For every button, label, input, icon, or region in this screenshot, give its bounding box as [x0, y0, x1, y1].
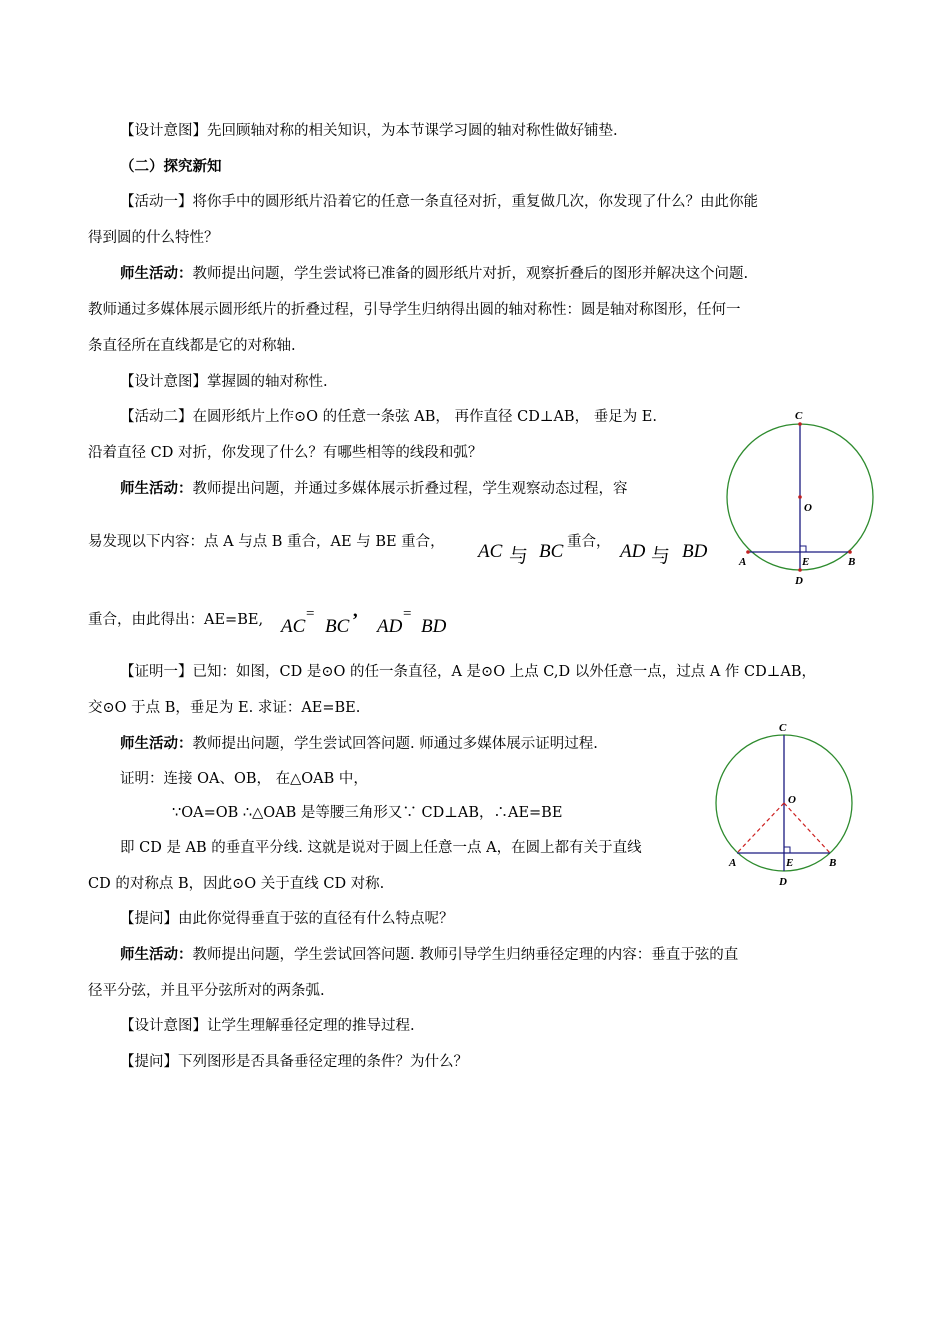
teacher-student-2-line-1 [120, 477, 628, 498]
proof-step-4: CD 的对称点 B，因此⊙O 关于直线 CD 对称. [88, 876, 385, 892]
eq-ad: AD [377, 616, 403, 637]
teacher-student-label: 师生活动： [120, 947, 193, 963]
teacher-student-1-text: 教师提出问题，学生尝试将已准备的圆形纸片对折，观察折叠后的图形并解决这个问题. [192, 266, 749, 282]
teacher-student-4-text: 教师提出问题，学生尝试回答问题. 教师引导学生归纳垂径定理的内容：垂直于弦的直 [192, 947, 739, 963]
proof-step-3: 即 CD 是 AB 的垂直平分线. 这就是说对于圆上任意一点 A，在圆上都有关于直线 [120, 840, 642, 856]
figure-1-label-b: B [848, 556, 856, 568]
comma-mark: ’ [352, 610, 359, 631]
figure-1-point-o [798, 495, 802, 499]
figure-2-label-b: B [829, 857, 837, 869]
figure-1-point-a [746, 550, 750, 554]
teacher-student-4-line-1 [120, 943, 738, 964]
teacher-student-label: 师生活动： [120, 481, 193, 497]
proof-step-1: 证明：连接 OA、OB， 在△OAB 中， [120, 771, 368, 787]
equal-sign-1: = [306, 606, 315, 622]
teacher-student-1-line-2: 教师通过多媒体展示圆形纸片的折叠过程，引导学生归纳得出圆的轴对称性：圆是轴对称图形，任何一 [88, 302, 741, 318]
figure-2-label-e: E [786, 857, 794, 869]
activity-1-line-1: 【活动一】将你手中的圆形纸片沿着它的任意一条直径对折，重复做几次，你发现了什么？由此你能 [120, 194, 758, 210]
figure-1-point-b [848, 550, 852, 554]
proof-1-line-1: 【证明一】已知：如图，CD 是⊙O 的任一条直径，A 是⊙O 上点 C,D 以外任意一点，过点 A 作 CD⊥AB， [120, 664, 817, 680]
question-1: 【提问】由此你觉得垂直于弦的直径有什么特点呢？ [120, 911, 454, 927]
teacher-student-1-line-3: 条直径所在直线都是它的对称轴. [88, 338, 296, 354]
design-intent-3: 【设计意图】让学生理解垂径定理的推导过程. [120, 1018, 415, 1034]
figure-2-right-angle [784, 847, 790, 853]
figure-2-label-c: C [779, 722, 787, 734]
teacher-student-2-text: 教师提出问题，并通过多媒体展示折叠过程，学生观察动态过程，容 [192, 481, 628, 497]
arc-ad: AD [620, 541, 646, 562]
conclusion-line: 重合，由此得出：AE=BE, [88, 612, 264, 628]
arc-bd: BD [682, 541, 708, 562]
design-intent-2: 【设计意图】掌握圆的轴对称性. [120, 374, 328, 390]
eq-bc: BC [325, 616, 350, 637]
arc-ac: AC [478, 541, 503, 562]
teacher-student-4-line-2: 径平分弦，并且平分弦所对的两条弧. [88, 983, 325, 999]
figure-1-point-c [798, 422, 802, 426]
arc-bc: BC [539, 541, 564, 562]
figure-2-label-d: D [779, 876, 787, 888]
teacher-student-label: 师生活动： [120, 736, 193, 752]
figure-2-label-o: O [788, 794, 796, 806]
figure-1-label-o: O [804, 502, 812, 514]
equal-sign-2: = [403, 606, 412, 622]
teacher-student-3 [120, 732, 598, 753]
yu-text: 与 [509, 546, 529, 567]
eq-ac: AC [281, 616, 306, 637]
figure-2-radius-oa [737, 803, 784, 853]
teacher-student-2-line-2: 易发现以下内容：点 A 与点 B 重合，AE 与 BE 重合， [88, 534, 445, 550]
coincide-text: 重合， [567, 534, 611, 550]
design-intent-1: 【设计意图】先回顾轴对称的相关知识，为本节课学习圆的轴对称性做好铺垫. [120, 123, 618, 139]
figure-circle-2 [712, 718, 862, 893]
figure-2-radius-ob [784, 803, 830, 853]
eq-bd: BD [421, 616, 447, 637]
activity-2-line-1: 【活动二】在圆形纸片上作⊙O 的任意一条弦 AB， 再作直径 CD⊥AB， 垂足为 E. [120, 409, 657, 425]
question-2: 【提问】下列图形是否具备垂径定理的条件？为什么？ [120, 1054, 468, 1070]
teacher-student-label: 师生活动： [120, 266, 193, 282]
section-heading-explore: （二）探究新知 [120, 159, 222, 175]
proof-step-2: ∵OA=OB ∴△OAB 是等腰三角形又∵ CD⊥AB，∴AE=BE [172, 805, 563, 821]
figure-1-label-d: D [795, 575, 803, 587]
figure-circle-1 [720, 405, 880, 590]
yu-text-2: 与 [651, 546, 671, 567]
figure-1-label-e: E [802, 556, 810, 568]
figure-1-right-angle [800, 546, 806, 552]
teacher-student-3-text: 教师提出问题，学生尝试回答问题. 师通过多媒体展示证明过程. [192, 736, 598, 752]
activity-1-line-2: 得到圆的什么特性？ [88, 230, 219, 246]
figure-1-point-d [798, 568, 802, 572]
figure-1-label-a: A [739, 556, 747, 568]
teacher-student-1-line-1 [120, 262, 748, 283]
activity-2-line-2: 沿着直径 CD 对折，你发现了什么？有哪些相等的线段和弧？ [88, 445, 483, 461]
figure-2-label-a: A [729, 857, 737, 869]
proof-1-line-2: 交⊙O 于点 B，垂足为 E. 求证：AE=BE. [88, 700, 361, 716]
figure-1-label-c: C [795, 410, 803, 422]
